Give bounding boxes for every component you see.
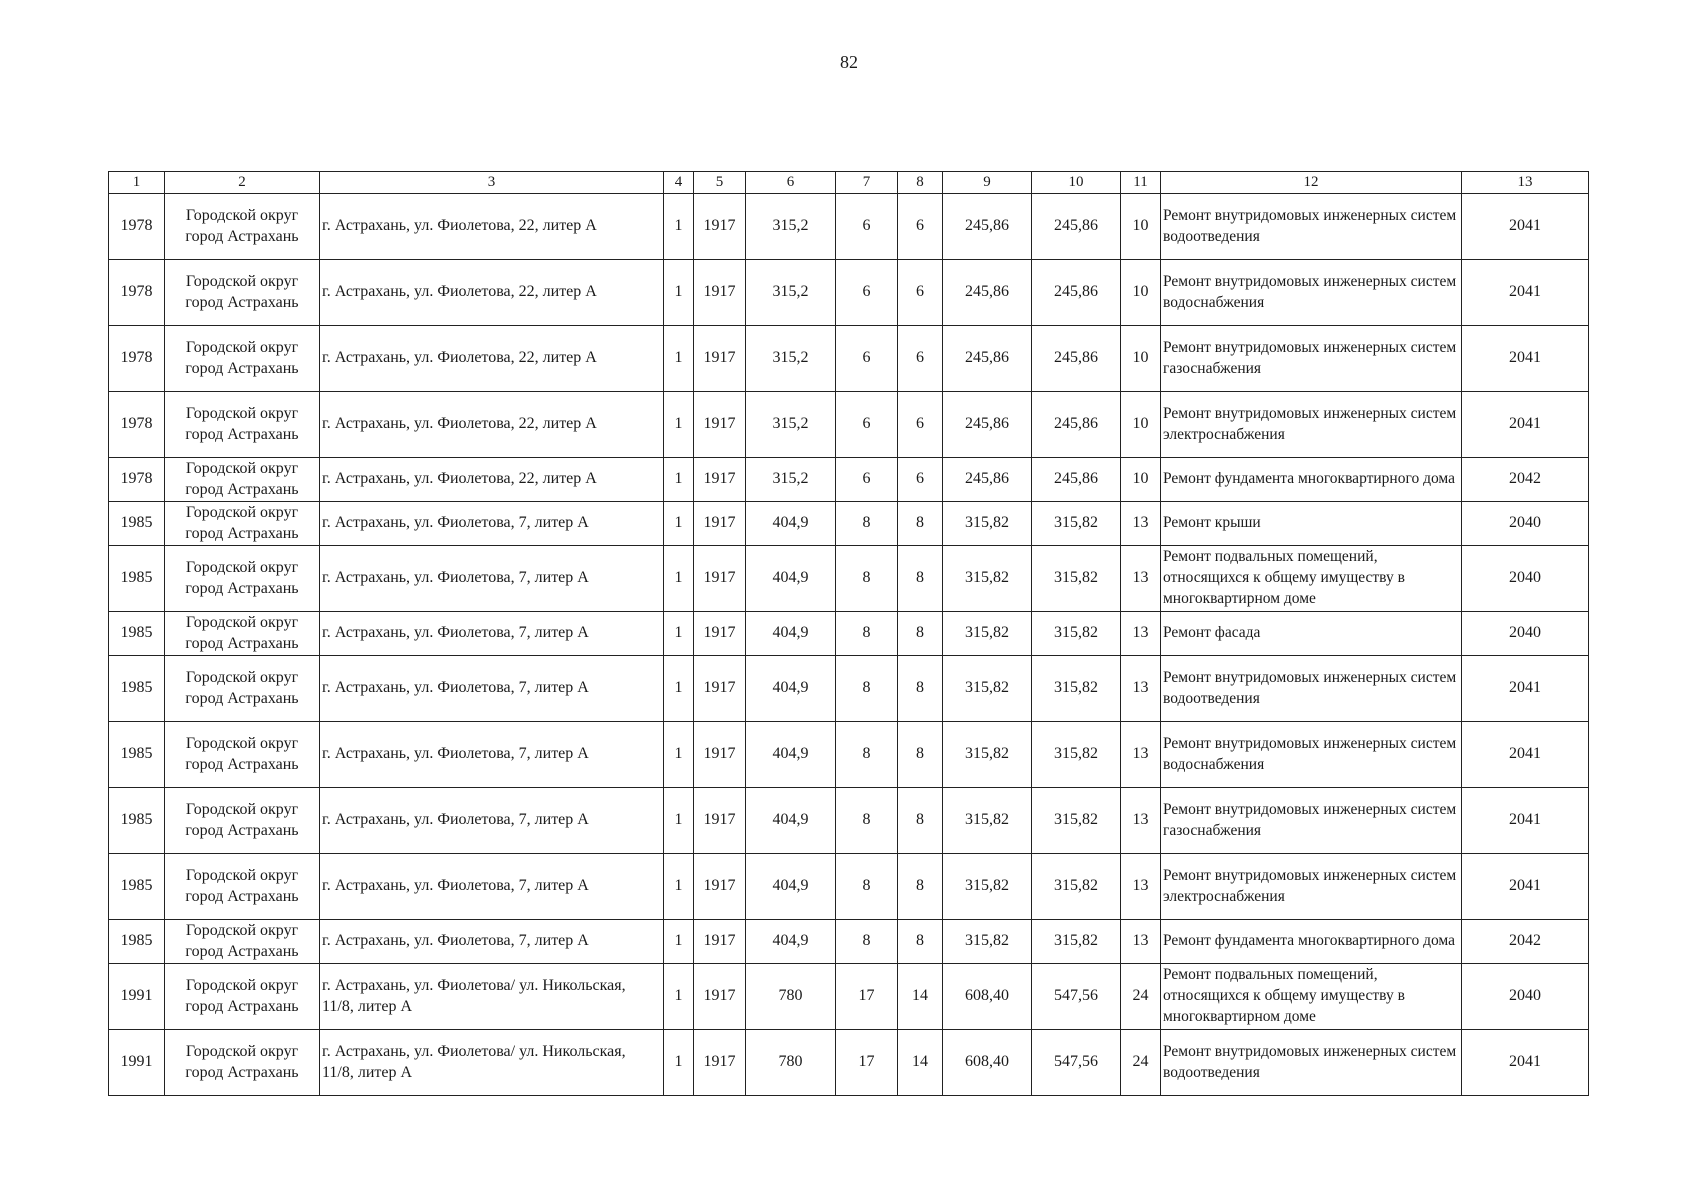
col6-cell: 404,9 <box>746 612 836 656</box>
col6-cell: 315,2 <box>746 458 836 502</box>
col6-cell: 315,2 <box>746 260 836 326</box>
col9-cell: 315,82 <box>943 722 1032 788</box>
municipality-cell: Городской округ город Астрахань <box>165 920 320 964</box>
table-row <box>109 502 1589 546</box>
col4-cell: 1 <box>664 920 694 964</box>
work-type-cell: Ремонт внутридомовых инженерных систем газоснабжения <box>1161 326 1462 392</box>
col7-cell: 8 <box>836 656 898 722</box>
col9-cell: 245,86 <box>943 260 1032 326</box>
address-cell: г. Астрахань, ул. Фиолетова, 22, литер А <box>320 260 664 326</box>
planned-year-cell: 2040 <box>1462 964 1589 1030</box>
work-type-cell: Ремонт внутридомовых инженерных систем водоотведения <box>1161 194 1462 260</box>
col6-cell: 404,9 <box>746 854 836 920</box>
build-year-cell: 1917 <box>694 920 746 964</box>
col4-cell: 1 <box>664 194 694 260</box>
col10-cell: 315,82 <box>1032 788 1121 854</box>
municipality-cell: Городской округ город Астрахань <box>165 964 320 1030</box>
table-row <box>109 458 1589 502</box>
col7-cell: 17 <box>836 1030 898 1096</box>
work-type-cell: Ремонт крыши <box>1161 502 1462 546</box>
col11-cell: 13 <box>1121 502 1161 546</box>
col9-cell: 315,82 <box>943 854 1032 920</box>
col10-cell: 245,86 <box>1032 458 1121 502</box>
planned-year-cell: 2041 <box>1462 854 1589 920</box>
col6-cell: 315,2 <box>746 194 836 260</box>
address-cell: г. Астрахань, ул. Фиолетова, 7, литер А <box>320 722 664 788</box>
address-cell: г. Астрахань, ул. Фиолетова, 22, литер А <box>320 326 664 392</box>
col7-cell: 6 <box>836 260 898 326</box>
col4-cell: 1 <box>664 392 694 458</box>
table-row <box>109 326 1589 392</box>
col11-cell: 13 <box>1121 920 1161 964</box>
col4-cell: 1 <box>664 854 694 920</box>
record-id-cell: 1985 <box>109 502 165 546</box>
col4-cell: 1 <box>664 546 694 612</box>
col9-cell: 315,82 <box>943 920 1032 964</box>
address-cell: г. Астрахань, ул. Фиолетова/ ул. Никольская, 11/8, литер А <box>320 964 664 1030</box>
work-type-cell: Ремонт внутридомовых инженерных систем водоснабжения <box>1161 260 1462 326</box>
address-cell: г. Астрахань, ул. Фиолетова, 7, литер А <box>320 502 664 546</box>
record-id-cell: 1985 <box>109 656 165 722</box>
col8-cell: 14 <box>898 964 943 1030</box>
record-id-cell: 1978 <box>109 458 165 502</box>
municipality-cell: Городской округ город Астрахань <box>165 722 320 788</box>
table-row <box>109 722 1589 788</box>
build-year-cell: 1917 <box>694 458 746 502</box>
build-year-cell: 1917 <box>694 656 746 722</box>
col8-cell: 8 <box>898 722 943 788</box>
col8-cell: 8 <box>898 502 943 546</box>
col10-cell: 315,82 <box>1032 920 1121 964</box>
col10-cell: 245,86 <box>1032 194 1121 260</box>
table-row <box>109 546 1589 612</box>
column-header-12: 12 <box>1161 172 1462 194</box>
col9-cell: 245,86 <box>943 326 1032 392</box>
col7-cell: 8 <box>836 722 898 788</box>
build-year-cell: 1917 <box>694 546 746 612</box>
planned-year-cell: 2041 <box>1462 722 1589 788</box>
planned-year-cell: 2041 <box>1462 194 1589 260</box>
work-type-cell: Ремонт внутридомовых инженерных систем водоснабжения <box>1161 722 1462 788</box>
col9-cell: 315,82 <box>943 788 1032 854</box>
col10-cell: 547,56 <box>1032 1030 1121 1096</box>
col4-cell: 1 <box>664 722 694 788</box>
record-id-cell: 1985 <box>109 546 165 612</box>
col10-cell: 315,82 <box>1032 612 1121 656</box>
build-year-cell: 1917 <box>694 722 746 788</box>
table-body <box>109 194 1589 1096</box>
col11-cell: 13 <box>1121 788 1161 854</box>
col11-cell: 10 <box>1121 392 1161 458</box>
address-cell: г. Астрахань, ул. Фиолетова, 7, литер А <box>320 612 664 656</box>
col11-cell: 13 <box>1121 656 1161 722</box>
work-type-cell: Ремонт внутридомовых инженерных систем электроснабжения <box>1161 392 1462 458</box>
municipality-cell: Городской округ город Астрахань <box>165 194 320 260</box>
col4-cell: 1 <box>664 502 694 546</box>
table-row <box>109 392 1589 458</box>
col4-cell: 1 <box>664 964 694 1030</box>
col8-cell: 8 <box>898 854 943 920</box>
table-row <box>109 260 1589 326</box>
column-header-11: 11 <box>1121 172 1161 194</box>
build-year-cell: 1917 <box>694 392 746 458</box>
planned-year-cell: 2042 <box>1462 458 1589 502</box>
col9-cell: 608,40 <box>943 964 1032 1030</box>
municipality-cell: Городской округ город Астрахань <box>165 458 320 502</box>
build-year-cell: 1917 <box>694 260 746 326</box>
municipality-cell: Городской округ город Астрахань <box>165 612 320 656</box>
col8-cell: 6 <box>898 326 943 392</box>
planned-year-cell: 2041 <box>1462 392 1589 458</box>
col10-cell: 315,82 <box>1032 502 1121 546</box>
col6-cell: 404,9 <box>746 722 836 788</box>
col8-cell: 6 <box>898 458 943 502</box>
col11-cell: 10 <box>1121 194 1161 260</box>
page-number: 82 <box>840 52 858 72</box>
column-header-13: 13 <box>1462 172 1589 194</box>
col4-cell: 1 <box>664 326 694 392</box>
record-id-cell: 1985 <box>109 722 165 788</box>
address-cell: г. Астрахань, ул. Фиолетова, 7, литер А <box>320 546 664 612</box>
col8-cell: 14 <box>898 1030 943 1096</box>
work-type-cell: Ремонт фасада <box>1161 612 1462 656</box>
col4-cell: 1 <box>664 458 694 502</box>
col7-cell: 17 <box>836 964 898 1030</box>
column-header-9: 9 <box>943 172 1032 194</box>
build-year-cell: 1917 <box>694 1030 746 1096</box>
municipality-cell: Городской округ город Астрахань <box>165 656 320 722</box>
col9-cell: 315,82 <box>943 546 1032 612</box>
address-cell: г. Астрахань, ул. Фиолетова, 22, литер А <box>320 194 664 260</box>
col9-cell: 315,82 <box>943 612 1032 656</box>
col4-cell: 1 <box>664 1030 694 1096</box>
address-cell: г. Астрахань, ул. Фиолетова, 22, литер А <box>320 458 664 502</box>
col7-cell: 8 <box>836 546 898 612</box>
col9-cell: 315,82 <box>943 502 1032 546</box>
col6-cell: 404,9 <box>746 920 836 964</box>
work-type-cell: Ремонт фундамента многоквартирного дома <box>1161 920 1462 964</box>
column-header-2: 2 <box>165 172 320 194</box>
col6-cell: 780 <box>746 1030 836 1096</box>
table-row <box>109 920 1589 964</box>
col7-cell: 6 <box>836 326 898 392</box>
col6-cell: 315,2 <box>746 326 836 392</box>
col7-cell: 8 <box>836 854 898 920</box>
col7-cell: 8 <box>836 612 898 656</box>
col10-cell: 315,82 <box>1032 722 1121 788</box>
record-id-cell: 1985 <box>109 788 165 854</box>
column-header-10: 10 <box>1032 172 1121 194</box>
col9-cell: 608,40 <box>943 1030 1032 1096</box>
col10-cell: 245,86 <box>1032 326 1121 392</box>
table-row <box>109 854 1589 920</box>
planned-year-cell: 2040 <box>1462 612 1589 656</box>
col4-cell: 1 <box>664 788 694 854</box>
work-type-cell: Ремонт подвальных помещений, относящихся к общему имуществу в многоквартирном доме <box>1161 546 1462 612</box>
column-number-row <box>109 172 1589 194</box>
record-id-cell: 1978 <box>109 392 165 458</box>
address-cell: г. Астрахань, ул. Фиолетова, 22, литер А <box>320 392 664 458</box>
col7-cell: 8 <box>836 502 898 546</box>
col11-cell: 10 <box>1121 458 1161 502</box>
table-row <box>109 656 1589 722</box>
col10-cell: 315,82 <box>1032 656 1121 722</box>
address-cell: г. Астрахань, ул. Фиолетова, 7, литер А <box>320 656 664 722</box>
municipality-cell: Городской округ город Астрахань <box>165 854 320 920</box>
col7-cell: 6 <box>836 392 898 458</box>
record-id-cell: 1985 <box>109 612 165 656</box>
col11-cell: 13 <box>1121 854 1161 920</box>
record-id-cell: 1991 <box>109 1030 165 1096</box>
work-type-cell: Ремонт внутридомовых инженерных систем газоснабжения <box>1161 788 1462 854</box>
col9-cell: 245,86 <box>943 194 1032 260</box>
municipality-cell: Городской округ город Астрахань <box>165 546 320 612</box>
record-id-cell: 1985 <box>109 854 165 920</box>
record-id-cell: 1978 <box>109 326 165 392</box>
col6-cell: 404,9 <box>746 546 836 612</box>
work-type-cell: Ремонт подвальных помещений, относящихся к общему имуществу в многоквартирном доме <box>1161 964 1462 1030</box>
work-type-cell: Ремонт внутридомовых инженерных систем водоотведения <box>1161 656 1462 722</box>
col7-cell: 6 <box>836 194 898 260</box>
address-cell: г. Астрахань, ул. Фиолетова, 7, литер А <box>320 788 664 854</box>
municipality-cell: Городской округ город Астрахань <box>165 788 320 854</box>
column-header-6: 6 <box>746 172 836 194</box>
work-type-cell: Ремонт внутридомовых инженерных систем электроснабжения <box>1161 854 1462 920</box>
planned-year-cell: 2042 <box>1462 920 1589 964</box>
column-header-3: 3 <box>320 172 664 194</box>
col6-cell: 404,9 <box>746 502 836 546</box>
capital-repair-table <box>108 171 1589 1096</box>
address-cell: г. Астрахань, ул. Фиолетова, 7, литер А <box>320 854 664 920</box>
build-year-cell: 1917 <box>694 326 746 392</box>
col11-cell: 13 <box>1121 546 1161 612</box>
table-row <box>109 194 1589 260</box>
planned-year-cell: 2041 <box>1462 326 1589 392</box>
col7-cell: 8 <box>836 788 898 854</box>
col11-cell: 24 <box>1121 1030 1161 1096</box>
col8-cell: 8 <box>898 546 943 612</box>
planned-year-cell: 2041 <box>1462 1030 1589 1096</box>
address-cell: г. Астрахань, ул. Фиолетова, 7, литер А <box>320 920 664 964</box>
column-header-1: 1 <box>109 172 165 194</box>
address-cell: г. Астрахань, ул. Фиолетова/ ул. Никольская, 11/8, литер А <box>320 1030 664 1096</box>
column-header-4: 4 <box>664 172 694 194</box>
column-header-5: 5 <box>694 172 746 194</box>
col8-cell: 8 <box>898 788 943 854</box>
record-id-cell: 1978 <box>109 260 165 326</box>
table-row <box>109 788 1589 854</box>
col10-cell: 547,56 <box>1032 964 1121 1030</box>
col8-cell: 6 <box>898 260 943 326</box>
col4-cell: 1 <box>664 656 694 722</box>
col11-cell: 10 <box>1121 260 1161 326</box>
col8-cell: 6 <box>898 194 943 260</box>
col4-cell: 1 <box>664 260 694 326</box>
record-id-cell: 1985 <box>109 920 165 964</box>
planned-year-cell: 2040 <box>1462 546 1589 612</box>
planned-year-cell: 2041 <box>1462 788 1589 854</box>
planned-year-cell: 2040 <box>1462 502 1589 546</box>
planned-year-cell: 2041 <box>1462 260 1589 326</box>
record-id-cell: 1978 <box>109 194 165 260</box>
col8-cell: 8 <box>898 920 943 964</box>
col9-cell: 315,82 <box>943 656 1032 722</box>
build-year-cell: 1917 <box>694 194 746 260</box>
col10-cell: 315,82 <box>1032 546 1121 612</box>
work-type-cell: Ремонт фундамента многоквартирного дома <box>1161 458 1462 502</box>
col10-cell: 245,86 <box>1032 392 1121 458</box>
col6-cell: 404,9 <box>746 788 836 854</box>
col11-cell: 10 <box>1121 326 1161 392</box>
work-type-cell: Ремонт внутридомовых инженерных систем водоотведения <box>1161 1030 1462 1096</box>
build-year-cell: 1917 <box>694 788 746 854</box>
column-header-8: 8 <box>898 172 943 194</box>
col4-cell: 1 <box>664 612 694 656</box>
col10-cell: 315,82 <box>1032 854 1121 920</box>
col7-cell: 6 <box>836 458 898 502</box>
col7-cell: 8 <box>836 920 898 964</box>
municipality-cell: Городской округ город Астрахань <box>165 326 320 392</box>
build-year-cell: 1917 <box>694 502 746 546</box>
column-header-7: 7 <box>836 172 898 194</box>
planned-year-cell: 2041 <box>1462 656 1589 722</box>
municipality-cell: Городской округ город Астрахань <box>165 1030 320 1096</box>
col9-cell: 245,86 <box>943 392 1032 458</box>
col11-cell: 13 <box>1121 722 1161 788</box>
table-row <box>109 964 1589 1030</box>
col6-cell: 315,2 <box>746 392 836 458</box>
col9-cell: 245,86 <box>943 458 1032 502</box>
build-year-cell: 1917 <box>694 854 746 920</box>
build-year-cell: 1917 <box>694 612 746 656</box>
col10-cell: 245,86 <box>1032 260 1121 326</box>
col6-cell: 780 <box>746 964 836 1030</box>
municipality-cell: Городской округ город Астрахань <box>165 260 320 326</box>
col11-cell: 24 <box>1121 964 1161 1030</box>
table-row <box>109 612 1589 656</box>
build-year-cell: 1917 <box>694 964 746 1030</box>
col6-cell: 404,9 <box>746 656 836 722</box>
col8-cell: 8 <box>898 656 943 722</box>
record-id-cell: 1991 <box>109 964 165 1030</box>
municipality-cell: Городской округ город Астрахань <box>165 392 320 458</box>
municipality-cell: Городской округ город Астрахань <box>165 502 320 546</box>
col8-cell: 8 <box>898 612 943 656</box>
table-row <box>109 1030 1589 1096</box>
col8-cell: 6 <box>898 392 943 458</box>
col11-cell: 13 <box>1121 612 1161 656</box>
